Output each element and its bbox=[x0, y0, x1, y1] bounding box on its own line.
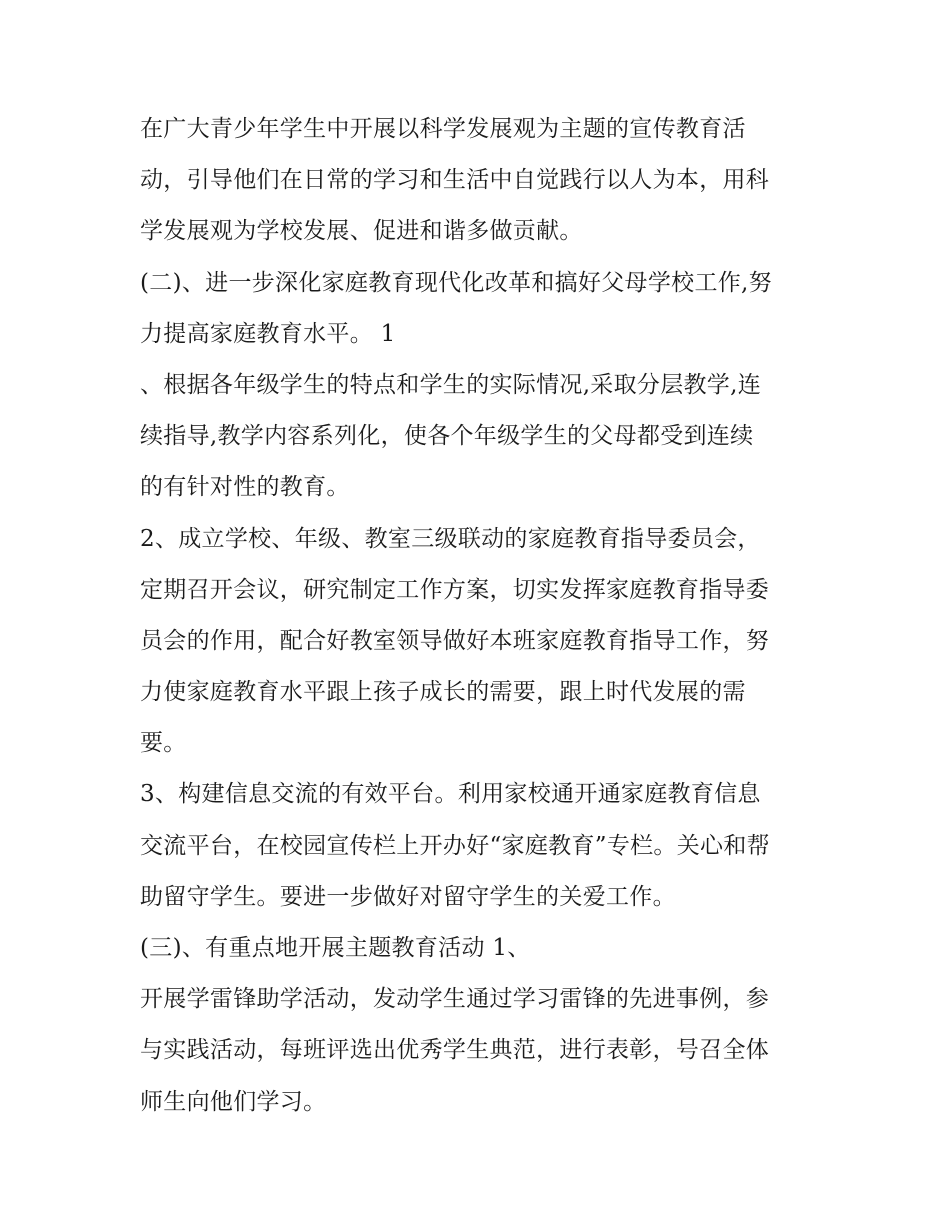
text-line: 定期召开会议，研究制定工作方案，切实发挥家庭教育指导委 bbox=[140, 576, 770, 603]
text-line: 力使家庭教育水平跟上孩子成长的需要，跟上时代发展的需 bbox=[140, 679, 746, 706]
text-line: 力提高家庭教育水平。 1 bbox=[140, 320, 396, 347]
text-line: 与实践活动，每班评选出优秀学生典范，进行表彰，号召全体 bbox=[140, 1037, 770, 1064]
text-line: 助留守学生。要进一步做好对留守学生的关爱工作。 bbox=[140, 883, 676, 910]
document-body bbox=[140, 104, 830, 1128]
text-line: 动，引导他们在日常的学习和生活中自觉践行以人为本，用科 bbox=[140, 167, 770, 194]
text-line: 交流平台，在校园宣传栏上开办好“家庭教育”专栏。关心和帮 bbox=[140, 832, 770, 859]
text-line: 要。 bbox=[140, 730, 187, 757]
text-line: 在广大青少年学生中开展以科学发展观为主题的宣传教育活 bbox=[140, 116, 746, 142]
text-line: (三)、有重点地开展主题教育活动 1、 bbox=[140, 935, 531, 961]
text-line: 的有针对性的教育。 bbox=[140, 474, 350, 501]
text-line: 学发展观为学校发展、促进和谐多做贡献。 bbox=[140, 218, 583, 245]
text-line: 3、构建信息交流的有效平台。利用家校通开通家庭教育信息 bbox=[140, 781, 761, 808]
text-line: 续指导,教学内容系列化，使各个年级学生的父母都受到连续 bbox=[140, 423, 754, 450]
text-line: 开展学雷锋助学活动，发动学生通过学习雷锋的先进事例，参 bbox=[140, 986, 770, 1013]
text-line: 师生向他们学习。 bbox=[140, 1088, 327, 1115]
text-line: 2、成立学校、年级、教室三级联动的家庭教育指导委员会， bbox=[140, 525, 761, 552]
text-line: (二)、进一步深化家庭教育现代化改革和搞好父母学校工作,努 bbox=[140, 269, 772, 296]
text-line: 、根据各年级学生的特点和学生的实际情况,采取分层教学,连 bbox=[140, 371, 762, 398]
text-line: 员会的作用，配合好教室领导做好本班家庭教育指导工作，努 bbox=[140, 627, 770, 654]
